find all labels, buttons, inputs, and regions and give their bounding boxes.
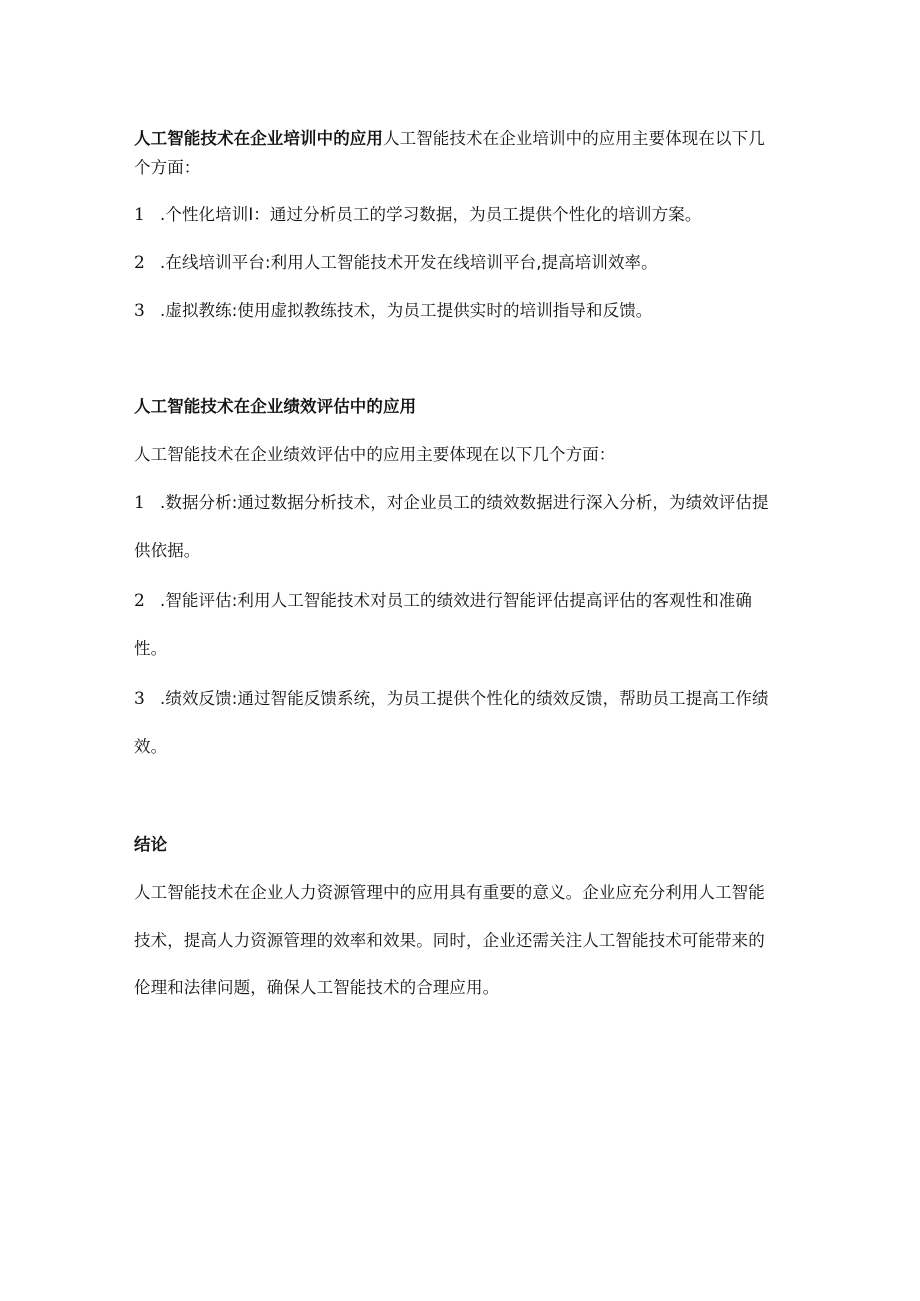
list-number: 1 [134, 205, 145, 225]
list-item-text: .在线培训平台:利用人工智能技术开发在线培训平台,提高培训效率。 [160, 253, 658, 272]
performance-item-3 [134, 687, 794, 711]
list-number: 1 [134, 493, 145, 513]
performance-item-2-cont: 性。 [134, 639, 168, 658]
performance-heading: 人工智能技术在企业绩效评估中的应用 [134, 397, 417, 416]
list-item-text: .绩效反馈:通过智能反馈系统，为员工提供个性化的绩效反馈，帮助员工提高工作绩 [160, 689, 769, 708]
list-number: 3 [134, 689, 145, 709]
list-item-text: .虚拟教练:使用虚拟教练技术，为员工提供实时的培训指导和反馈。 [160, 301, 653, 320]
list-number: 3 [134, 301, 145, 321]
training-heading: 人工智能技术在企业培训中的应用 [134, 129, 383, 148]
training-intro-line1 [134, 127, 794, 151]
list-number: 2 [134, 591, 145, 611]
training-item-2 [134, 251, 794, 275]
training-intro-line2: 个方面： [134, 158, 201, 177]
training-item-1 [134, 203, 794, 227]
training-intro-text: 人工智能技术在企业培训中的应用主要体现在以下几 [383, 129, 765, 148]
performance-item-1-cont: 供依据。 [134, 541, 201, 560]
conclusion-line3: 伦理和法律问题，确保人工智能技术的合理应用。 [134, 978, 500, 997]
list-number: 2 [134, 253, 145, 273]
performance-item-3-cont: 效。 [134, 737, 168, 756]
conclusion-heading: 结论 [134, 835, 168, 854]
list-item-text: .数据分析:通过数据分析技术，对企业员工的绩效数据进行深入分析，为绩效评估提 [160, 493, 769, 512]
training-item-3 [134, 299, 794, 323]
performance-item-2 [134, 589, 794, 613]
conclusion-line1: 人工智能技术在企业人力资源管理中的应用具有重要的意义。企业应充分利用人工智能 [134, 883, 765, 902]
list-item-text: .智能评估:利用人工智能技术对员工的绩效进行智能评估提高评估的客观性和准确 [160, 591, 753, 610]
conclusion-line2: 技术，提高人力资源管理的效率和效果。同时，企业还需关注人工智能技术可能带来的 [134, 931, 765, 950]
list-item-text: .个性化培训I：通过分析员工的学习数据，为员工提供个性化的培训方案。 [160, 205, 702, 224]
performance-intro: 人工智能技术在企业绩效评估中的应用主要体现在以下几个方面： [134, 445, 616, 464]
performance-item-1 [134, 491, 794, 515]
